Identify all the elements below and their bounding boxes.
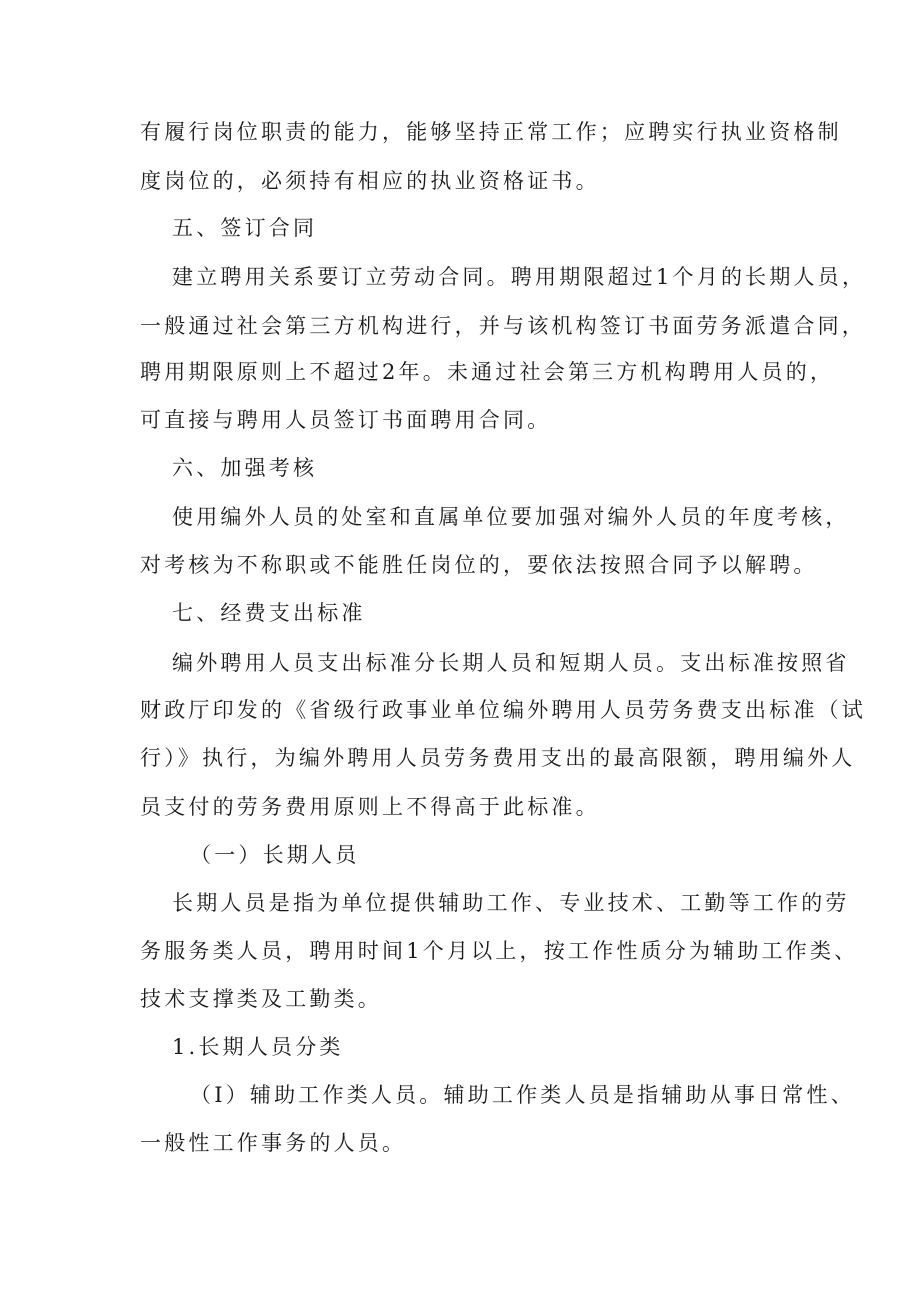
paragraph-line: 行）》执行，为编外聘用人员劳务费用支出的最高限额，聘用编外人 bbox=[140, 746, 856, 770]
paragraph-line: 聘用期限原则上不超过2年。未通过社会第三方机构聘用人员的， bbox=[140, 360, 835, 384]
paragraph-line: 一般通过社会第三方机构进行，并与该机构签订书面劳务派遣合同， bbox=[140, 314, 866, 338]
paragraph-line: 可直接与聘用人员签订书面聘用合同。 bbox=[140, 408, 552, 432]
section-heading: 五、签订合同 bbox=[172, 216, 318, 240]
section-heading: 六、加强考核 bbox=[172, 456, 318, 480]
paragraph-line: 长期人员是指为单位提供辅助工作、专业技术、工勤等工作的劳 bbox=[172, 891, 850, 915]
paragraph-line: 一般性工作事务的人员。 bbox=[140, 1131, 407, 1155]
paragraph-line: 度岗位的，必须持有相应的执业资格证书。 bbox=[140, 169, 600, 193]
paragraph-line: 务服务类人员，聘用时间1个月以上，按工作性质分为辅助工作类、 bbox=[140, 939, 859, 963]
paragraph-line: 有履行岗位职责的能力，能够坚持正常工作；应聘实行执业资格制 bbox=[140, 120, 842, 144]
paragraph-line: 财政厅印发的《省级行政事业单位编外聘用人员劳务费支出标准（试 bbox=[140, 698, 866, 722]
paragraph-line: （I）辅助工作类人员。辅助工作类人员是指辅助从事日常性、 bbox=[190, 1083, 855, 1107]
subsection-heading: （一）长期人员 bbox=[190, 843, 360, 867]
paragraph-line: 建立聘用关系要订立劳动合同。聘用期限超过1个月的长期人员， bbox=[172, 265, 867, 289]
paragraph-line: 对考核为不称职或不能胜任岗位的，要依法按照合同予以解聘。 bbox=[140, 553, 818, 577]
section-heading: 七、经费支出标准 bbox=[172, 601, 366, 625]
paragraph-line: 技术支撑类及工勤类。 bbox=[140, 987, 382, 1011]
paragraph-line: 编外聘用人员支出标准分长期人员和短期人员。支出标准按照省 bbox=[172, 651, 850, 675]
paragraph-line: 使用编外人员的处室和直属单位要加强对编外人员的年度考核， bbox=[172, 505, 850, 529]
subsection-heading: 1.长期人员分类 bbox=[172, 1035, 344, 1059]
paragraph-line: 员支付的劳务费用原则上不得高于此标准。 bbox=[140, 795, 600, 819]
